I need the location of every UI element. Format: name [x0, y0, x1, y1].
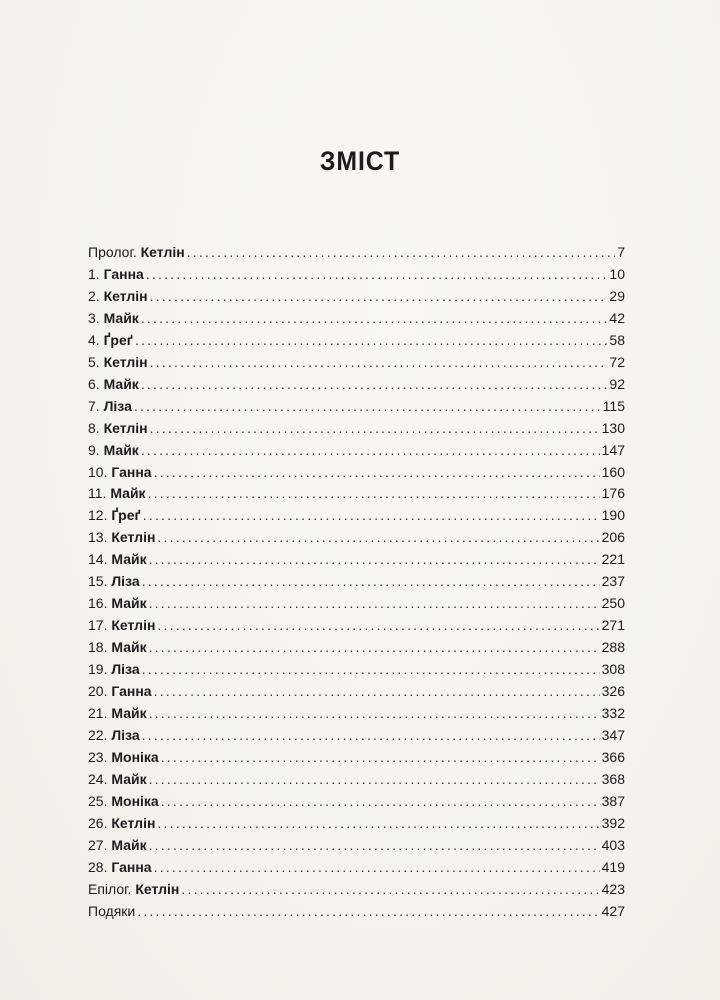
- toc-entry-name: Ганна: [111, 683, 152, 700]
- toc-entry-name: Кетлін: [140, 244, 185, 260]
- toc-entry-number: 7.: [88, 397, 100, 414]
- toc-entry: [88, 725, 625, 747]
- toc-dot-leader: [148, 483, 600, 505]
- toc-entry: [88, 549, 625, 571]
- toc-entry-number: 20.: [88, 683, 108, 700]
- toc-dot-leader: [141, 374, 608, 396]
- toc-entry-name: Майк: [103, 309, 139, 326]
- toc-entry-label: [88, 571, 140, 593]
- toc-dot-leader: [142, 571, 600, 593]
- toc-entry: [88, 264, 625, 286]
- toc-entry-number: 9.: [88, 441, 100, 458]
- toc-entry-name: Майк: [103, 375, 139, 392]
- toc-entry: [88, 593, 625, 615]
- toc-entry-number: 25.: [88, 792, 108, 809]
- toc-entry-page: 72: [609, 353, 625, 370]
- toc-entry-name: Майк: [111, 770, 147, 787]
- toc-dot-leader: [154, 681, 600, 703]
- toc-dot-leader: [154, 462, 600, 484]
- toc-entry: [88, 242, 625, 264]
- toc-entry: [88, 901, 625, 923]
- toc-entry-name: Майк: [111, 595, 147, 612]
- toc-entry-number: 10.: [88, 463, 108, 480]
- toc-entry-number: 4.: [88, 331, 100, 348]
- toc-entry-page: 288: [601, 639, 625, 656]
- toc-entry: [88, 791, 625, 813]
- toc-entry-name: Ліза: [103, 397, 132, 414]
- toc-entry-page: 366: [601, 748, 625, 765]
- toc-entry-label: [88, 593, 147, 615]
- toc-entry-number: 14.: [88, 551, 108, 568]
- toc-entry-number: 19.: [88, 661, 108, 678]
- toc-entry-number: 27.: [88, 836, 108, 853]
- toc-entry: [88, 879, 625, 901]
- toc-entry-label: [88, 857, 152, 879]
- toc-dot-leader: [157, 813, 599, 835]
- toc-dot-leader: [149, 549, 600, 571]
- toc-entry: [88, 352, 625, 374]
- toc-entry: [88, 637, 625, 659]
- toc-dot-leader: [141, 440, 600, 462]
- toc-dot-leader: [181, 879, 599, 901]
- toc-entry-page: 206: [601, 529, 625, 546]
- toc-dot-leader: [149, 593, 600, 615]
- toc-entry-number: 15.: [88, 573, 108, 590]
- toc-entry-number: Подяки: [88, 902, 136, 919]
- toc-entry: [88, 440, 625, 462]
- toc-entry-name: Майк: [111, 551, 147, 568]
- toc-entry-label: [88, 374, 139, 396]
- toc-entry-number: 26.: [88, 814, 108, 831]
- toc-entry-page: 392: [601, 814, 625, 831]
- toc-entry-label: [88, 659, 140, 681]
- toc-entry: [88, 418, 625, 440]
- toc-dot-leader: [157, 615, 599, 637]
- toc-entry-label: [88, 747, 159, 769]
- toc-entry-label: [88, 791, 159, 813]
- toc-entry-name: Кетлін: [135, 880, 180, 897]
- toc-entry-number: 11.: [88, 485, 107, 502]
- toc-entry-page: 326: [601, 683, 625, 700]
- toc-entry-number: 3.: [88, 309, 100, 326]
- toc-entry-label: [88, 308, 139, 330]
- toc-entry-name: Ліза: [111, 661, 140, 678]
- toc-entry-label: [88, 813, 155, 835]
- toc-entry-page: 308: [601, 661, 625, 678]
- toc-dot-leader: [134, 396, 601, 418]
- toc-entry-name: Кетлін: [111, 814, 156, 831]
- toc-dot-leader: [146, 264, 608, 286]
- toc-entry-name: Ґреґ: [103, 331, 133, 348]
- toc-entry-label: [88, 769, 147, 791]
- toc-dot-leader: [137, 901, 599, 923]
- toc-dot-leader: [149, 703, 600, 725]
- toc-entry-label: [88, 527, 155, 549]
- toc-entry-label: [88, 835, 147, 857]
- toc-dot-leader: [157, 527, 599, 549]
- toc-dot-leader: [149, 769, 600, 791]
- toc-entry: [88, 286, 625, 308]
- toc-entry-name: Ліза: [111, 726, 140, 743]
- toc-entry-page: 221: [601, 551, 625, 568]
- toc-dot-leader: [135, 330, 607, 352]
- toc-entry-number: 28.: [88, 858, 108, 875]
- toc-dot-leader: [149, 637, 600, 659]
- toc-entry: [88, 747, 625, 769]
- toc-entry: [88, 330, 625, 352]
- toc-entry-number: 6.: [88, 375, 100, 392]
- toc-entry-page: 347: [601, 726, 625, 743]
- toc-entry-label: [88, 879, 179, 901]
- toc-entry-name: Кетлін: [103, 353, 148, 370]
- toc-entry-label: [88, 440, 139, 462]
- toc-entry-page: 271: [601, 617, 625, 634]
- toc-entry-name: Ліза: [111, 573, 140, 590]
- toc-entry: [88, 835, 625, 857]
- toc-entry: [88, 659, 625, 681]
- toc-entry-label: [88, 637, 147, 659]
- toc-entry: [88, 769, 625, 791]
- toc-entry-page: 7: [617, 244, 625, 260]
- toc-entry-page: 419: [601, 858, 625, 875]
- toc-entry-number: 5.: [88, 353, 100, 370]
- toc-entry-name: Кетлін: [103, 287, 148, 304]
- toc-entry-page: 403: [601, 836, 625, 853]
- toc-entry-name: Майк: [111, 705, 147, 722]
- toc-dot-leader: [154, 857, 600, 879]
- toc-entry-name: Моніка: [111, 748, 159, 765]
- toc-entry-page: 387: [601, 792, 625, 809]
- toc-dot-leader: [187, 242, 616, 264]
- toc-entry-number: 17.: [88, 617, 108, 634]
- toc-entry-page: 368: [601, 770, 625, 787]
- toc-entry-label: [88, 615, 155, 637]
- toc-entry-name: Кетлін: [111, 617, 156, 634]
- toc-entry-name: Майк: [103, 441, 139, 458]
- toc-entry-page: 147: [601, 441, 625, 458]
- toc-entry: [88, 527, 625, 549]
- toc-entry: [88, 615, 625, 637]
- toc-entry: [88, 571, 625, 593]
- toc-entry-label: [88, 901, 135, 923]
- toc-entry-number: 22.: [88, 726, 108, 743]
- toc-entry-page: 190: [601, 507, 625, 524]
- toc-entry-number: 1.: [88, 265, 100, 282]
- toc-entry-number: Епілог.: [88, 880, 132, 897]
- toc-entry: [88, 374, 625, 396]
- toc-entry-page: 237: [601, 573, 625, 590]
- toc-entry-page: 130: [601, 419, 625, 436]
- toc-entry-number: 18.: [88, 639, 108, 656]
- toc-entry-label: [88, 396, 132, 418]
- toc-entry-number: Пролог.: [88, 244, 137, 260]
- toc-entry-page: 92: [609, 375, 625, 392]
- table-of-contents: [88, 242, 625, 923]
- toc-entry: [88, 483, 625, 505]
- toc-entry-label: [88, 725, 140, 747]
- toc-entry-number: 16.: [88, 595, 108, 612]
- toc-entry-label: [88, 549, 147, 571]
- toc-entry-page: 115: [602, 397, 625, 414]
- toc-entry-page: 250: [601, 595, 625, 612]
- toc-entry-label: [88, 286, 148, 308]
- toc-entry-label: [88, 462, 152, 484]
- toc-dot-leader: [150, 286, 608, 308]
- toc-entry-name: Ґреґ: [111, 507, 141, 524]
- toc-entry-page: 160: [601, 463, 625, 480]
- toc-entry-name: Ганна: [103, 265, 144, 282]
- toc-entry: [88, 681, 625, 703]
- toc-entry: [88, 462, 625, 484]
- toc-entry: [88, 703, 625, 725]
- toc-entry-label: [88, 483, 146, 505]
- toc-dot-leader: [143, 505, 600, 527]
- toc-dot-leader: [150, 352, 608, 374]
- toc-entry: [88, 396, 625, 418]
- toc-entry-page: 10: [609, 265, 625, 282]
- toc-entry-page: 176: [601, 485, 625, 502]
- toc-entry: [88, 857, 625, 879]
- toc-entry-name: Ганна: [111, 858, 152, 875]
- toc-entry-page: 427: [601, 902, 625, 919]
- toc-dot-leader: [161, 791, 600, 813]
- toc-dot-leader: [149, 835, 600, 857]
- toc-entry-number: 12.: [88, 507, 108, 524]
- toc-entry-name: Моніка: [111, 792, 159, 809]
- toc-entry-name: Майк: [111, 836, 147, 853]
- toc-entry-number: 24.: [88, 770, 108, 787]
- toc-entry-label: [88, 505, 141, 527]
- toc-entry-number: 13.: [88, 529, 108, 546]
- page-title: ЗМІСТ: [319, 146, 401, 176]
- toc-entry-number: 23.: [88, 748, 108, 765]
- toc-entry-label: [88, 330, 133, 352]
- toc-entry-label: [88, 352, 148, 374]
- toc-entry-label: [88, 681, 152, 703]
- toc-entry-number: 21.: [88, 705, 108, 722]
- toc-entry-label: [88, 264, 144, 286]
- toc-dot-leader: [142, 725, 600, 747]
- toc-entry-name: Майк: [111, 639, 147, 656]
- toc-entry-label: [88, 418, 148, 440]
- toc-entry-number: 2.: [88, 287, 100, 304]
- toc-entry: [88, 308, 625, 330]
- toc-entry: [88, 505, 625, 527]
- toc-entry-name: Кетлін: [103, 419, 148, 436]
- toc-dot-leader: [161, 747, 600, 769]
- toc-entry-page: 332: [601, 705, 625, 722]
- toc-entry-label: [88, 703, 147, 725]
- toc-dot-leader: [150, 418, 600, 440]
- toc-dot-leader: [141, 308, 608, 330]
- toc-entry-name: Майк: [110, 485, 146, 502]
- toc-entry-name: Кетлін: [111, 529, 156, 546]
- toc-dot-leader: [142, 659, 600, 681]
- toc-entry-label: [88, 242, 185, 264]
- toc-entry-page: 42: [609, 309, 625, 326]
- toc-entry: [88, 813, 625, 835]
- toc-entry-number: 8.: [88, 419, 100, 436]
- toc-entry-name: Ганна: [111, 463, 152, 480]
- toc-entry-page: 423: [601, 880, 625, 897]
- toc-entry-page: 58: [609, 331, 625, 348]
- toc-entry-page: 29: [609, 287, 625, 304]
